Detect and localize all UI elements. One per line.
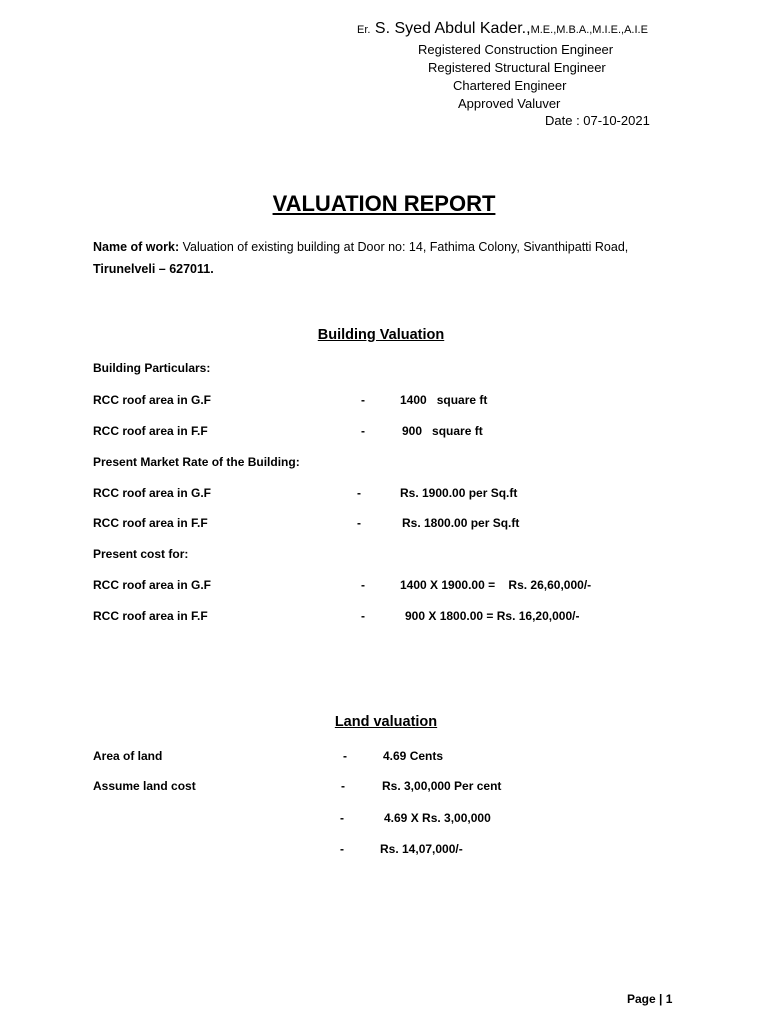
name-of-work-label: Name of work: [93, 240, 180, 254]
header-line-3: Chartered Engineer [453, 78, 567, 93]
row-dash: - [361, 609, 365, 623]
building-particulars-label: Building Particulars: [93, 361, 211, 375]
row-label: RCC roof area in G.F [93, 578, 212, 592]
section-heading-building [0, 327, 765, 343]
row-value: Rs. 14,07,000/- [380, 842, 463, 856]
row-label: RCC roof area in G.F [93, 486, 212, 500]
row-label: RCC roof area in F.F [93, 609, 208, 623]
row-label: RCC roof area in F.F [93, 424, 208, 438]
building-heading-text: Building Valuation [317, 327, 445, 343]
row-label: Area of land [93, 749, 163, 763]
engineer-qualifications: M.E.,M.B.A.,M.I.E.,A.I.E [530, 24, 648, 36]
row-value: 900 X 1800.00 = Rs. 16,20,000/- [405, 609, 580, 623]
market-rate-label: Present Market Rate of the Building: [93, 455, 300, 469]
row-value: Rs. 3,00,000 Per cent [382, 779, 502, 793]
section-heading-land [2, 714, 768, 730]
row-value: Rs. 1800.00 per Sq.ft [402, 516, 520, 530]
report-date: Date : 07-10-2021 [545, 113, 650, 128]
land-heading-text: Land valuation [334, 714, 438, 730]
row-dash: - [361, 424, 365, 438]
row-value: 1400 square ft [400, 393, 488, 407]
name-of-work-text-line2: Tirunelveli – 627011. [93, 262, 214, 276]
row-label: RCC roof area in F.F [93, 516, 208, 530]
row-dash: - [361, 393, 365, 407]
row-dash: - [361, 578, 365, 592]
name-of-work-text: Valuation of existing building at Door no: 14, Fathima Colony, Sivanthipatti Road, [182, 240, 629, 254]
engineer-name [357, 20, 648, 38]
row-value: 1400 X 1900.00 = Rs. 26,60,000/- [400, 578, 592, 592]
row-dash: - [357, 486, 361, 500]
row-value: Rs. 1900.00 per Sq.ft [400, 486, 518, 500]
present-cost-label: Present cost for: [93, 547, 189, 561]
row-dash: - [357, 516, 361, 530]
page-number: Page | 1 [627, 992, 673, 1006]
row-value: 4.69 X Rs. 3,00,000 [384, 811, 491, 825]
row-dash: - [341, 779, 345, 793]
header-line-1: Registered Construction Engineer [418, 42, 614, 57]
header-line-2: Registered Structural Engineer [428, 60, 606, 75]
header-line-4: Approved Valuver [458, 96, 561, 111]
row-label: Assume land cost [93, 779, 196, 793]
row-value: 4.69 Cents [383, 749, 444, 763]
row-value: 900 square ft [402, 424, 483, 438]
engineer-prefix: Er. [357, 24, 371, 36]
row-label: RCC roof area in G.F [93, 393, 212, 407]
row-dash: - [340, 842, 344, 856]
row-dash: - [343, 749, 347, 763]
row-dash: - [340, 811, 344, 825]
report-title: VALUATION REPORT [272, 191, 496, 216]
engineer-full-name: S. Syed Abdul Kader., [374, 20, 531, 37]
name-of-work [93, 236, 693, 280]
